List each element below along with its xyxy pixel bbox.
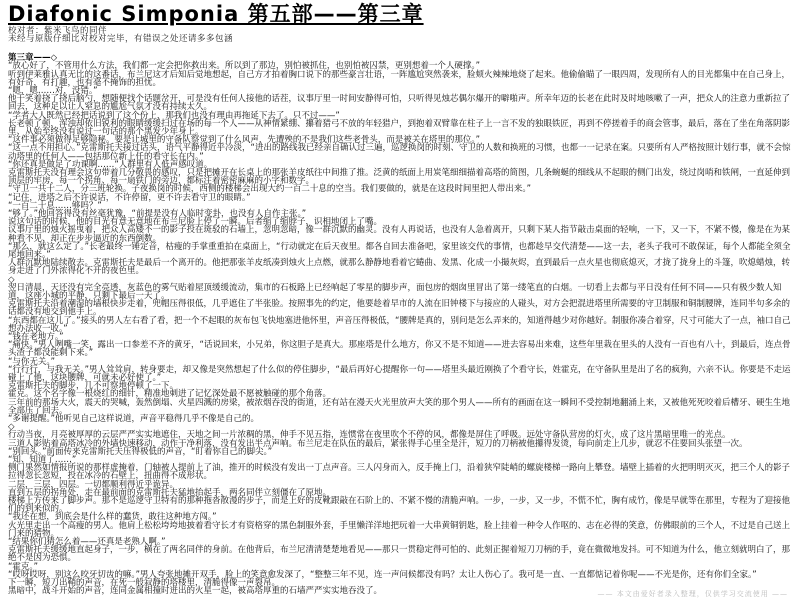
paragraph: “够了。”他回答得没有丝毫犹豫，“前提是没有人临时变卦，也没有人自作主张。” <box>8 208 307 219</box>
paragraph: “东西都在这儿了。”接头的男人左右看了看，把一个不起眼的灰布包飞快地塞进他怀里，声音压得极低，“腰牌是真的，别问是怎么弄来的，知道得越少对你越好。制服你凑合着穿，尺寸可能大了一点，袖口自己想办法收一收。” <box>8 315 791 334</box>
title-body-gap <box>8 43 792 54</box>
paragraph: 下一瞬，短刀出鞘的声音，在死一般寂静的塔楼里，清脆得像一声裂帛。 <box>8 578 281 589</box>
paragraph: “知、知道了……” <box>8 455 77 466</box>
paragraph: 翌日清晨，天还没有完全亮透，灰蓝色的雾气贴着屋顶缓缓流动，集市的石板路上已经响起了零星的脚步声，面包房的烟囱里冒出了第一缕笔直的白烟。一切看上去都与平日没有任何不同——只有极少数人知道，这座小城的平静，只剩下最后一天了。 <box>8 282 782 301</box>
paragraph: “行行行，与我无关。”男人耸耸肩，转身要走，却又像是突然想起了什么似的停住脚步，“最后再好心提醒你一句——塔里头最近刚换了个看守长，姓霍克，在守备队里是出了名的疯狗，六亲不认。你要是不走运碰上了他，这块腰牌，可就未必好使了。” <box>8 364 791 384</box>
paragraph: ◇ <box>8 274 15 285</box>
paragraph: “钱在老地方。” <box>8 332 64 342</box>
paragraph: 说这句话的时候，他的目光有意无意地在布兰尼脸上停了一瞬。后者缩了缩脖子，识相地闭上了嘴。 <box>8 217 383 228</box>
body-text <box>8 62 792 595</box>
paragraph: 火光里走出一个高瘦的男人。他肩上松松垮垮地披着看守长才有资格穿的黑色制服外套，手里懒洋洋地把玩着一大串黄铜钥匙，脸上挂着一种令人作呕的、志在必得的笑意，仿佛眼前的三个人，不过是自己送上门来的猎物。 <box>8 520 791 539</box>
paragraph: “守卫一共十二人，分三班轮换。子夜换岗的时候，西侧的楼梯会出现大约一百二十息的空当。我们要做的，就是在这段时间里把人带出来。” <box>8 184 532 195</box>
paragraph: 二层，三层，四层。一切都顺利得近乎诡异。 <box>8 479 179 490</box>
paragraph: 人群沉默地陆续散去。克雷斯托夫是最后一个离开的。他把那张羊皮纸凑到烛火上点燃，就那么静静地看着它蜷曲、发黑、化成一小撮灰烬，直到最后一点火星也彻底熄灭，才拢了拢身上的斗篷，吹熄蜡烛，转身走进了门外浓得化不开的夜色里。 <box>8 258 791 277</box>
paragraph: 克雷斯托夫的脚步，几不可察地停顿了一下。 <box>8 381 179 392</box>
paragraph: 克雷斯托夫没有理会这句带着几分敬畏的感叹，只是把摊开在长桌上的那张羊皮纸往中间推了推。泛黄的纸面上用炭笔细细描着高塔的简图，几条蜿蜒的细线从不起眼的侧门出发，绕过岗哨和铁闸，一直延伸到顶层的牢房，每一个拐角、每一扇铁门的旁边，都标注着密密麻麻的小字和数字。 <box>8 167 791 187</box>
paragraph: “痛快。”男人咧嘴一笑，露出一口参差不齐的黄牙，“话说回来，小兄弟，你这胆子是真大。那座塔是什么地方，你又不是不知道——进去容易出来难，这些年里栽在里头的人没有一百也有八十，到最后，连点骨头渣子都没能剩下来。” <box>8 340 791 359</box>
footer-note: —— 本文由爱好者录入整理，仅供学习交流使用 —— <box>592 590 788 598</box>
meta-line-corrector: 校对者：紫米飞鸟的同伴 <box>8 26 108 37</box>
paragraph: “记住，进塔之后不许说话，不许停留，更不许去看守卫的眼睛。” <box>8 192 251 203</box>
paragraph: 长老顿了顿，浑浊却依旧锐利的眼睛缓缓扫过在场的每一个人——从神情紧绷、攥着猎弓不放的年轻猎户，到抱着双臂靠在柱子上一言不发的独眼铁匠，再到不停搓着手的商会管事，最后，落在了坐在角落阴影里、从始至终没有说过一句话的那个黑发少年身上。 <box>8 118 791 137</box>
paragraph: “嗯，嗯……对，没错。” <box>8 85 98 96</box>
paragraph: 议事厅里的烛火摇曳着，把众人高矮不一的影子投在斑驳的石墙上，忽明忽暗，像一群沉默的幽灵。没有人再说话，也没有人急着离开，只剩下某人指节敲击桌面的轻响，一下，又一下，不紧不慢，像是在为某种看不见、却正在步步逼近的东西倒数。 <box>8 225 791 244</box>
chapter-heading: 第三章——◇ <box>8 53 58 64</box>
paragraph: “霍克。” <box>8 561 39 572</box>
page-title: Diafonic Simponia 第五部——第三章 <box>8 2 424 26</box>
paragraph: 行动当夜，月亮被厚厚的云层严严实实地遮住，天地之间一片浓稠的黑，伸手不见五指，连惯常在夜里吹个不停的风，都像是屏住了呼吸。远处守备队营房的灯火，成了这片黑暗里唯一的光点。 <box>8 430 731 441</box>
paragraph: 克雷斯托夫缓缓地直起身子，一步，横在了两名同伴的身前。在他背后，布兰尼清清楚楚地看见——那只一贯稳定得可怕的、此刻正握着短刀刀柄的手，竟在微微地发抖。可不知道为什么，他立刻就明白了，那绝不是因为恐惧。 <box>8 545 791 564</box>
paragraph: 听到伊莱雅认真无比的这番话，布兰尼这才后知后觉地想起，自己方才拍着胸口说下的那些豪言壮语，一阵尴尬突然袭来，脸颊火辣辣地烧了起来。他偷偷瞄了一眼四周，发现所有人的目光都集中在自己身上，有好奇，有打趣，也有毫不掩饰的担忧。 <box>8 69 791 88</box>
paragraph: 他干笑着挠了挠后脑勺，想随便找个话题岔开，可是没有任何人接他的话茬，议事厅里一时间安静得可怕，只听得见烛芯偶尔爆开的噼啪声。所幸年迈的长老在此时及时地咳嗽了一声，把众人的注意力重新拉了回去，这种足以让人窒息的尴尬气氛才没有持续太久。 <box>8 94 791 113</box>
paragraph: ◇ <box>8 422 15 433</box>
paragraph: 克雷斯托夫沿着潮湿的墙根快步走着，兜帽压得很低，几乎遮住了半张脸。按照事先的约定，他要趁着早市的人流在旧钟楼下与接应的人碰头，对方会把混进塔里所需要的守卫制服和铜制腰牌，连同半句多余的话都没有地交到他手上。 <box>8 299 791 318</box>
paragraph: “这件事必须做得足够隐秘。要是让城里的守备队察觉到了什么风声，先遭殃的不是我们这些老骨头，而是被关在塔里的那位。” <box>8 135 481 146</box>
paragraph: 直到五层的拐角处，走在最前面的克雷斯托夫猛地抬起手，两名同伴立刻僵在了原地。 <box>8 487 332 498</box>
paragraph: “学者大人既然已经把话说到了这个份上，那我们也没有理由再拖延下去了。只不过——” <box>8 110 340 121</box>
paragraph: 楼梯上方传来了脚步声。那不是巡逻守卫特有的那种拖沓散漫的步子，而是上好的皮靴跟敲在石阶上的、不紧不慢的清脆声响。一步，一步，又一步，不慌不忙，胸有成竹，像是早就等在那里，专程为了迎接他们的到来似的。 <box>8 496 791 515</box>
paragraph: “这一点不用担心。”克雷斯托夫接过话头，语气平静得近乎冷淡，“进出的路线我已经亲自确认过三遍，巡逻换岗的时刻、守卫的人数和换班的习惯，也都一一记录在案。只要所有人严格按照计划行事，就不会惊动塔里的任何人——包括那位新上任的看守长在内。” <box>8 143 791 162</box>
paragraph: “哎呀哎呀，别这么咬牙切齿的嘛。”男人夸张地摊开双手，脸上的笑意愈发深了，“整整三年不见，连一声问候都没有吗？太让人伤心了。我可是一直、一直都惦记着你呢——不光是你，还有你们全家。” <box>8 569 757 580</box>
paragraph: “那么，就这么定了。”长老最终一锤定音，枯瘦的手掌重重拍在桌面上，“行动就定在后天夜里。都各自回去准备吧，家里该交代的事情，也都趁早交代清楚——这一去，老头子我可不敢保证，每个人都能全须全尾地回来。” <box>8 241 791 260</box>
paragraph: “与你无关。” <box>8 356 56 367</box>
paragraph: “放心好了，不管用什么方法，我们都一定会把你救出来。所以到了那边，别怕被抓住，也别怕被囚禁，更别想着一个人硬撑。” <box>8 61 481 72</box>
paragraph: “结果你们猜怎么着——还真是老熟人啊。” <box>8 537 166 548</box>
paragraph: “别回头。”前面传来克雷斯托夫压得极低的声音，“盯着你自己的脚尖。” <box>8 446 273 457</box>
paragraph: 黑暗中，战斗开始的声音，连同金属相撞时迸出的火星一起，被高塔厚重的石墙严严实实地吞没了。 <box>8 586 383 597</box>
paragraph: “一百二十息……够吗？” <box>8 200 102 211</box>
paragraph: 三年前的那场大火，震天的哭喊，轰然倒塌、火星四溅的房梁，被浓烟吞没的街道，还有站在漫天火光里放声大笑的那个男人——所有的画面在这一瞬间不受控制地翻涌上来，又被他死死咬着后槽牙、硬生生地全部压了回去。 <box>8 397 791 416</box>
paragraph: 霍克。这个名字像一根烧红的细针，精准地刺进了记忆深处最不愿被触碰的那个角落。 <box>8 389 332 400</box>
paragraph: 侧门果然如情报所说的那样虚掩着，门轴被人提前上了油，推开的时候没有发出一丁点声音。三人闪身而入，反手掩上门，沿着狭窄陡峭的螺旋楼梯一路向上攀登。墙壁上插着的火把明明灭灭，把三个人的影子拉得忽长忽短，投在冰冷的石壁上，扭曲得不成形状。 <box>8 463 791 482</box>
paragraph: “你还真是做足了功课啊……”人群里有人低声感叹道。 <box>8 159 213 170</box>
paragraph: “多谢提醒。”他听见自己这样说道，声音平稳得几乎不像是自己的。 <box>8 414 260 425</box>
meta-line-disclaimer: 未经与原版仔细比对校对完毕，有错误之处还请多多包涵 <box>8 34 234 45</box>
paragraph: 三道人影贴着高塔冰冷的外墙快速移动，动作干净利落，没有发出半点声响。布兰尼走在队伍的最后，紧张得手心里全是汗，短刀的刀柄被他攥得发烫，每向前走上几步，就忍不住要回头张望一次。 <box>8 438 748 449</box>
paragraph: “我还在想，到底会是什么样的蠢货，敢往这种地方闯。” <box>8 512 217 523</box>
